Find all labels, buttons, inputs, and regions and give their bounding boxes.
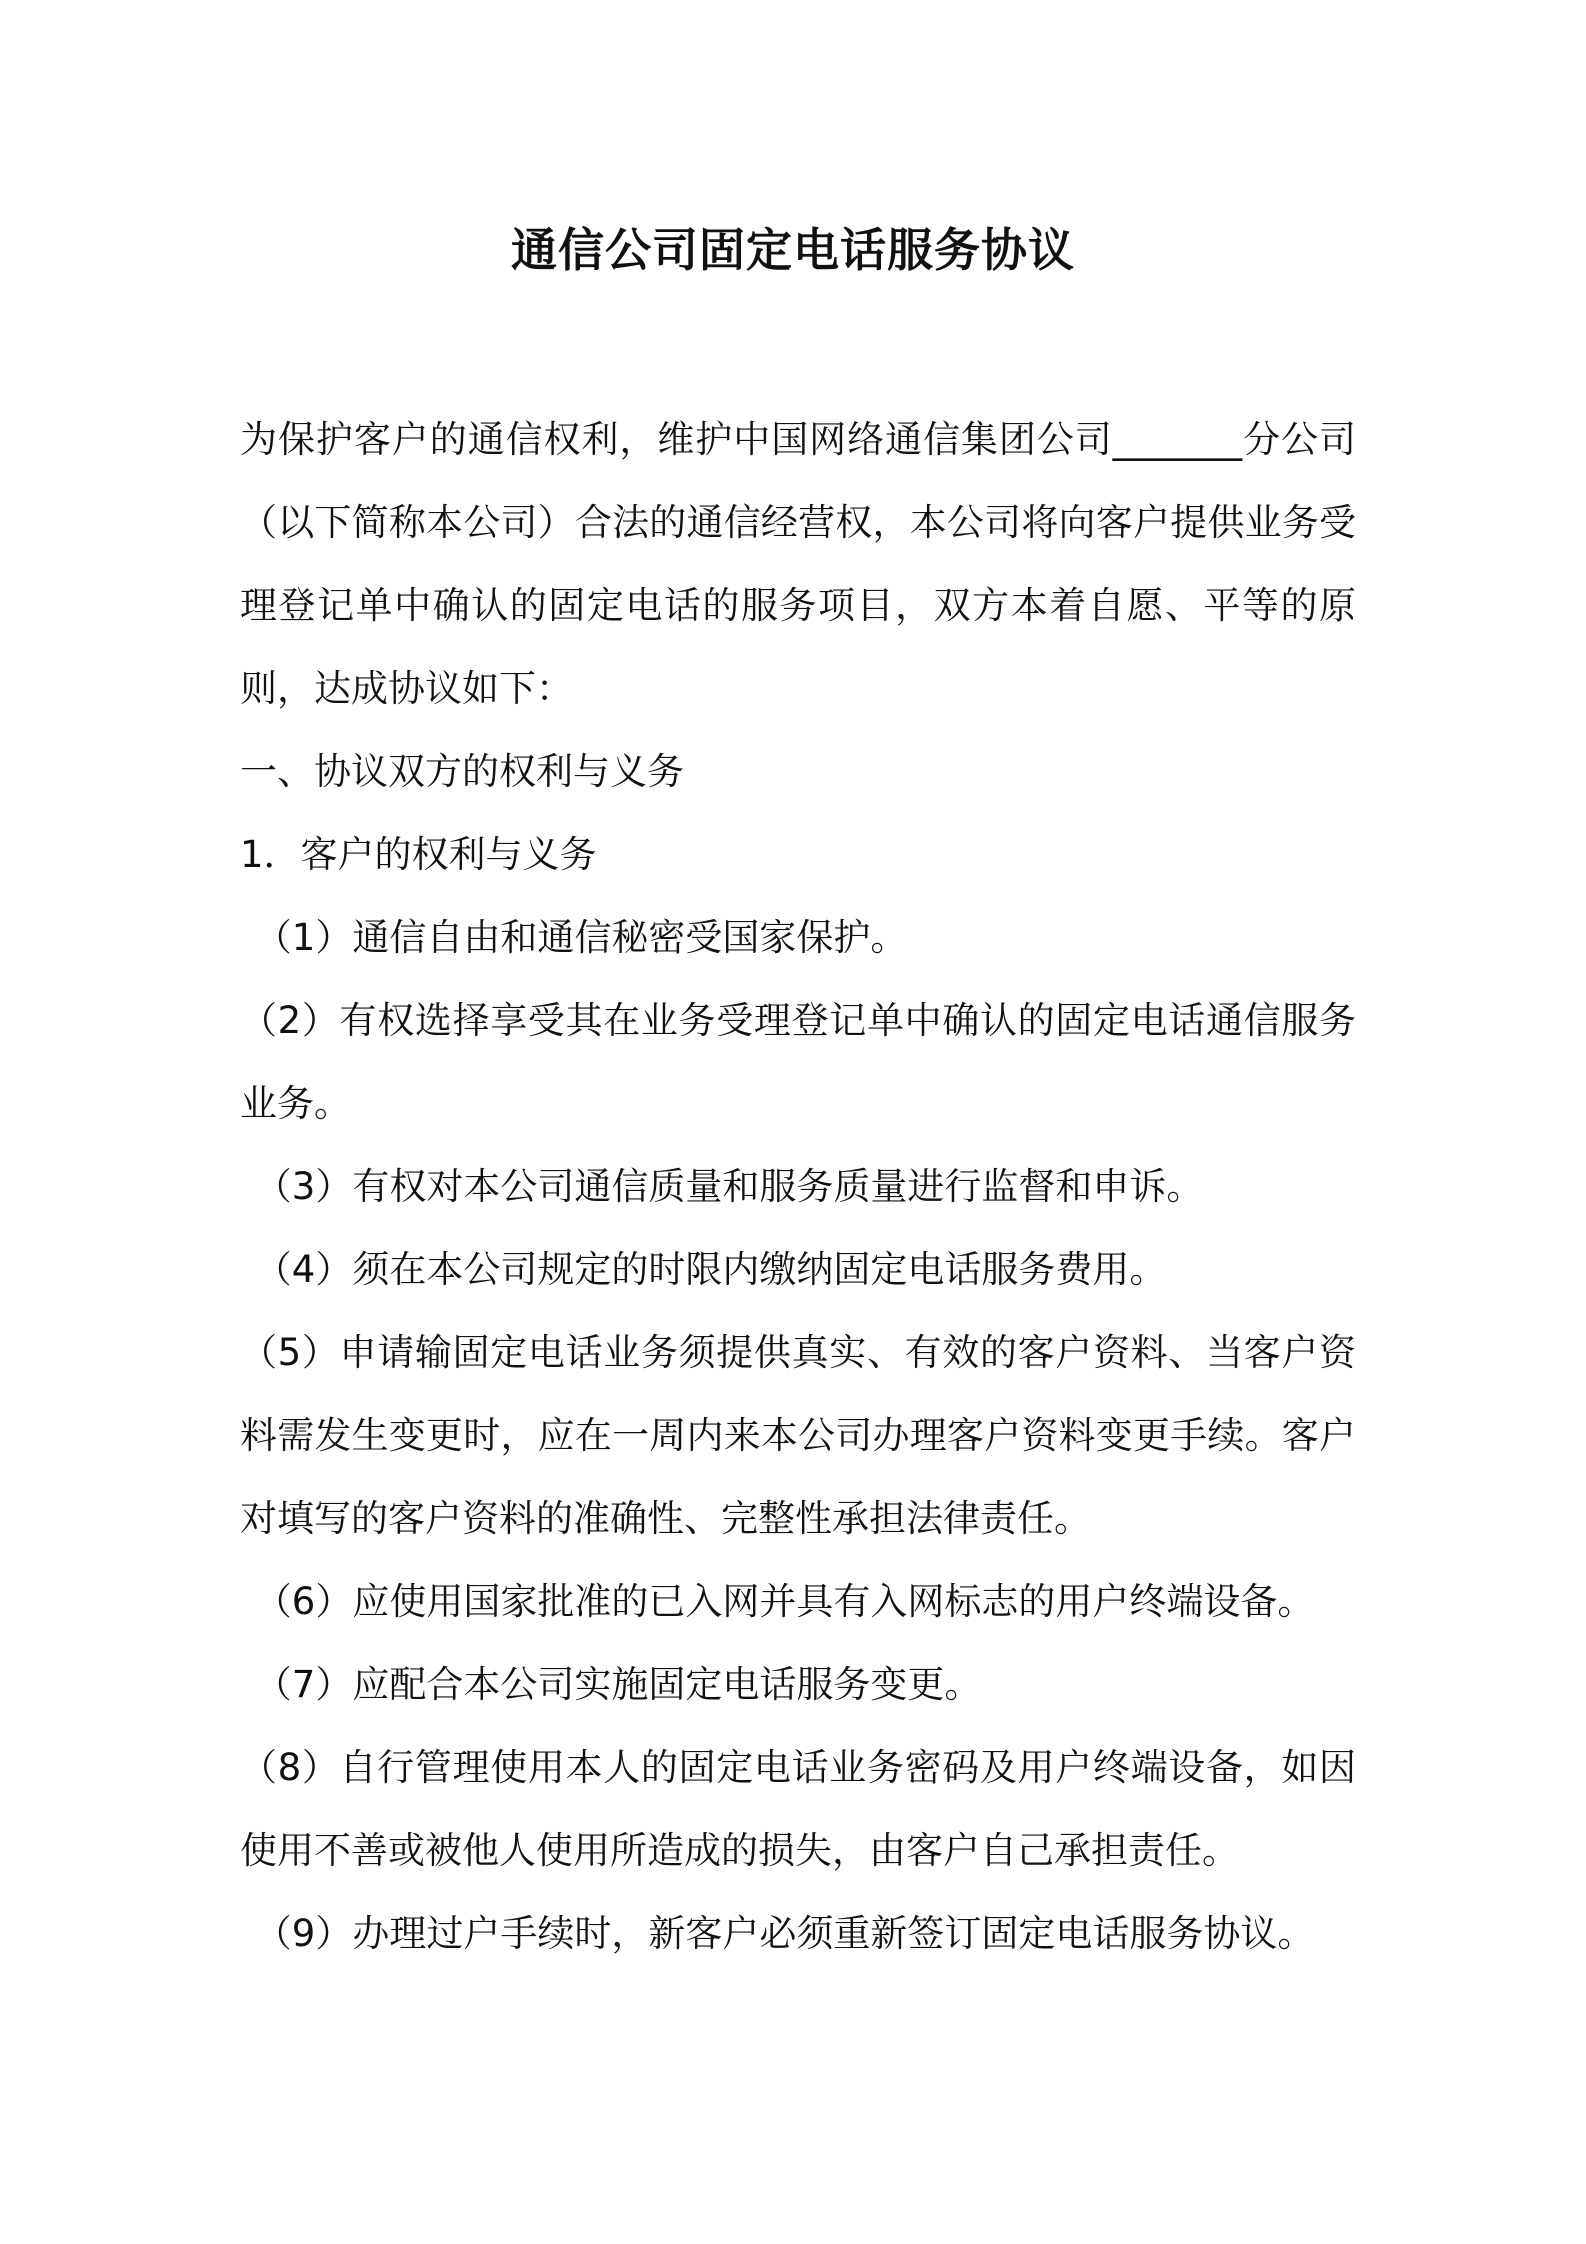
document-title: 通信公司固定电话服务协议: [511, 223, 1075, 277]
clause-item: （1）通信自由和通信秘密受国家保护。: [254, 916, 908, 959]
clause-item: （8）自行管理使用本人的固定电话业务密码及用户终端设备，如因使用不善或被他人使用所造成的损失，由客户自己承担责任。: [240, 1746, 1356, 1872]
clause-item: （9）办理过户手续时，新客户必须重新签订固定电话服务协议。: [254, 1912, 1315, 1955]
intro-paragraph: 为保护客户的通信权利，维护中国网络通信集团公司_______分公司（以下简称本公司）合法的通信经营权，本公司将向客户提供业务受理登记单中确认的固定电话的服务项目，双方本着自愿、平等的原则，达成协议如下：: [240, 418, 1356, 710]
clause-item: （2）有权选择享受其在业务受理登记单中确认的固定电话通信服务业务。: [240, 999, 1356, 1125]
clause-item: （7）应配合本公司实施固定电话服务变更。: [254, 1663, 982, 1706]
section-heading: 一、协议双方的权利与义务: [240, 750, 684, 793]
clause-item: （3）有权对本公司通信质量和服务质量进行监督和申诉。: [254, 1165, 1204, 1208]
clause-item: （6）应使用国家批准的已入网并具有入网标志的用户终端设备。: [254, 1580, 1315, 1623]
clause-item: （5）申请输固定电话业务须提供真实、有效的客户资料、当客户资料需发生变更时，应在一周内来本公司办理客户资料变更手续。客户对填写的客户资料的准确性、完整性承担法律责任。: [240, 1331, 1356, 1540]
subsection-heading: 1．客户的权利与义务: [240, 833, 597, 876]
clause-item: （4）须在本公司规定的时限内缴纳固定电话服务费用。: [254, 1248, 1167, 1291]
document-body: [240, 398, 1356, 1975]
